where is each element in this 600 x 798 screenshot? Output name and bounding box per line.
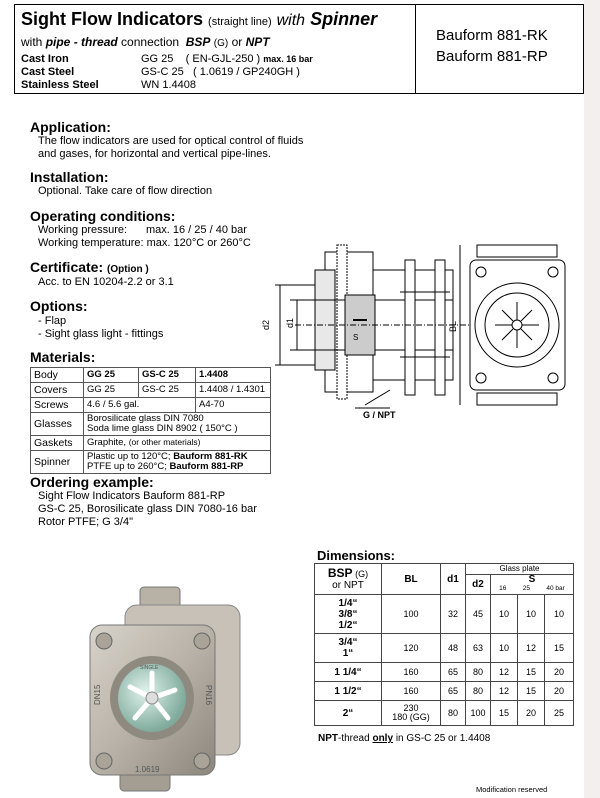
bolt-head	[194, 753, 210, 769]
table-row: Glasses Borosilicate glass DIN 7080 Soda lime glass DIN 8902 ( 150°C )	[31, 413, 271, 436]
dimensions-table	[314, 563, 574, 726]
technical-drawing	[255, 240, 575, 420]
table-row: 1/4“ 3/8“ 1/2“ 100 32 45 10 10 10	[315, 595, 574, 634]
bauform-box	[416, 4, 584, 94]
options-heading: Options:	[30, 298, 88, 314]
material-key: Cast Iron	[21, 53, 69, 65]
ordering-text: GS-C 25, Borosilicate glass DIN 7080-16 bar	[38, 503, 257, 515]
installation-heading: Installation:	[30, 169, 109, 185]
sub-connection: connection	[121, 35, 180, 49]
options-item: - Sight glass light - fittings	[38, 328, 164, 340]
table-row: Body GG 25 GS-C 25 1.4408	[31, 368, 271, 383]
material-value: GS-C 25 ( 1.0619 / GP240GH )	[141, 66, 300, 78]
application-text: The flow indicators are used for optical control of fluids	[38, 135, 304, 147]
cover-left	[315, 270, 335, 370]
page-margin-shade	[584, 0, 600, 798]
materials-table	[30, 367, 271, 474]
bl-label: BL	[448, 320, 458, 332]
material-key: Cast Steel	[21, 66, 75, 78]
certificate-text: Acc. to EN 10204-2.2 or 3.1	[38, 276, 174, 288]
table-row: Screws 4.6 / 5.6 gal. A4-70	[31, 398, 271, 413]
thread-bottom	[477, 393, 557, 405]
ordering-text: Sight Flow Indicators Bauform 881-RP	[38, 490, 226, 502]
certificate-heading: Certificate: (Option )	[30, 259, 149, 275]
sub-pipe: pipe - thread	[45, 35, 118, 49]
table-row: 1 1/4“ 160 65 80 12 15 20	[315, 663, 574, 682]
cast-mark-material: 1.0619	[135, 765, 160, 774]
header-box	[14, 4, 416, 94]
installation-text: Optional. Take care of flow direction	[38, 185, 213, 197]
bolt-left	[405, 260, 415, 395]
bauform-rk: Bauform 881-RK	[436, 27, 548, 44]
table-row: 1 1/2“ 160 65 80 12 15 20	[315, 682, 574, 701]
application-heading: Application:	[30, 119, 111, 135]
ordering-text: Rotor PTFE; G 3/4"	[38, 516, 133, 528]
npt-note: NPT-thread only in GS-C 25 or 1.4408	[318, 733, 491, 744]
s-label: S	[353, 333, 359, 342]
materials-heading: Materials:	[30, 349, 96, 365]
sub-with: with	[21, 35, 43, 49]
cast-mark-pn: PN16	[204, 685, 213, 706]
table-row: Gaskets Graphite, (or other materials)	[31, 436, 271, 451]
ordering-heading: Ordering example:	[30, 474, 154, 490]
material-value: GG 25 ( EN-GJL-250 ) max. 16 bar	[141, 53, 313, 65]
sub-g: (G)	[213, 38, 229, 49]
table-row: BSP (G) or NPT BL d1 Glass plate	[315, 564, 574, 575]
bolt-head	[96, 633, 112, 649]
page-title	[21, 9, 377, 30]
sight-window	[475, 283, 559, 367]
thread-top	[477, 245, 557, 257]
options-item: - Flap	[38, 315, 67, 327]
cast-mark-dn: DN15	[93, 684, 102, 705]
modification-note: Modification reserved	[476, 785, 548, 794]
title-with: with	[276, 12, 306, 29]
temperature-line: Working temperature: max. 120°C or 260°C	[38, 237, 251, 249]
dimensions-heading: Dimensions:	[317, 548, 396, 563]
table-row: 3/4“ 1“ 120 48 63 10 12 15	[315, 634, 574, 663]
bauform-rp: Bauform 881-RP	[436, 48, 548, 65]
g-npt-label: G / NPT	[363, 410, 396, 420]
material-key: Stainless Steel	[21, 79, 99, 91]
d2-label: d2	[261, 319, 271, 330]
operating-heading: Operating conditions:	[30, 208, 176, 224]
glass-section	[345, 295, 375, 355]
application-text: and gases, for horizontal and vertical pipe-lines.	[38, 148, 271, 160]
title-spinner: Spinner	[310, 9, 378, 29]
table-row: Covers GG 25 GS-C 25 1.4408 / 1.4301	[31, 383, 271, 398]
title-main: Sight Flow Indicators	[21, 9, 204, 29]
table-row: d2 S 16 25 40 bar	[315, 574, 574, 594]
product-photo	[80, 585, 250, 795]
cast-mark-flow: SINGLE	[140, 665, 159, 671]
sub-bsp: BSP	[185, 35, 211, 49]
pressure-line: Working pressure: max. 16 / 25 / 40 bar	[38, 224, 247, 236]
table-row: Spinner Plastic up to 120°C; Bauform 881-RK PTFE up to 260°C; Bauform 881-RP	[31, 451, 271, 474]
sub-or: or	[231, 35, 243, 49]
bolt-right	[435, 260, 445, 395]
d1-label: d1	[285, 317, 295, 328]
material-value: WN 1.4408	[141, 79, 197, 91]
subtitle	[21, 35, 270, 49]
title-paren: (straight line)	[208, 16, 272, 28]
table-row: 2“ 230 180 (GG) 80 100 15 20 25	[315, 701, 574, 726]
bolt-head	[96, 753, 112, 769]
bolt-head	[194, 633, 210, 649]
sub-npt: NPT	[245, 35, 270, 49]
